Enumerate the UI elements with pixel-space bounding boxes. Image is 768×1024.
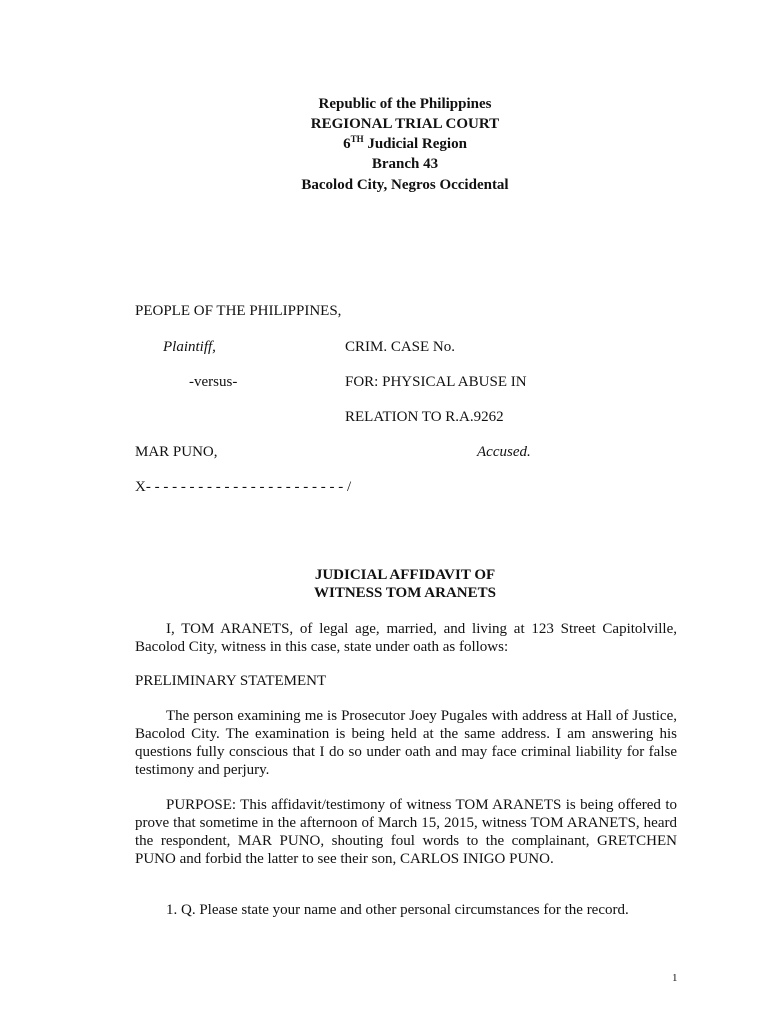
case-number-label: CRIM. CASE No.: [345, 339, 456, 355]
accused-name: MAR PUNO,: [135, 444, 218, 460]
affidavit-title-line-2: WITNESS TOM ARANETS: [313, 585, 496, 601]
caption-separator: X- - - - - - - - - - - - - - - - - - - - - - - /: [135, 479, 352, 495]
header-region-suffix: TH: [350, 134, 364, 144]
purpose-text: PURPOSE: This affidavit/testimony of witness TOM ARANETS is being offered to prove that sometime in the afternoon of March 15, 2015, witness TOM ARANETS, heard the respondent, MAR PUNO, shouting foul words to the complainant, GRETCHEN PUNO and forbid the latter to see their son, CARLOS INIGO PUNO.: [135, 797, 677, 867]
header-branch: Branch 43: [371, 156, 439, 172]
question-1: [135, 901, 677, 919]
header-region-number: 6: [343, 136, 351, 152]
section-heading: PRELIMINARY STATEMENT: [135, 673, 327, 689]
header-republic: Republic of the Philippines: [318, 96, 492, 112]
header-court: REGIONAL TRIAL COURT: [310, 116, 500, 132]
page-number: 1: [672, 972, 678, 984]
header-region: [0, 134, 768, 154]
preliminary-text: The person examining me is Prosecutor Joey Pugales with address at Hall of Justice, Bacolod City. The examination is being held at the same address. I am answering his questions fully conscious that I do so under oath and may face criminal liability for false testimony and perjury.: [135, 708, 677, 778]
versus-label: -versus-: [189, 374, 238, 390]
question-1-text: 1. Q. Please state your name and other personal circumstances for the record.: [166, 902, 629, 918]
accused-role: Accused.: [477, 444, 531, 460]
header-location: Bacolod City, Negros Occidental: [301, 177, 509, 193]
header-region-text: Judicial Region: [363, 136, 467, 152]
affidavit-title-line-1: JUDICIAL AFFIDAVIT OF: [314, 567, 496, 583]
plaintiff-name: PEOPLE OF THE PHILIPPINES,: [135, 303, 342, 319]
charge-line-2: RELATION TO R.A.9262: [345, 409, 504, 425]
preliminary-paragraph: [135, 707, 677, 779]
purpose-paragraph: [135, 796, 677, 868]
plaintiff-role: Plaintiff,: [163, 339, 216, 355]
intro-text: I, TOM ARANETS, of legal age, married, and living at 123 Street Capitolville, Bacolod City, witness in this case, state under oath as follows:: [135, 621, 677, 655]
intro-paragraph: [135, 620, 677, 656]
charge-line-1: FOR: PHYSICAL ABUSE IN: [345, 374, 527, 390]
